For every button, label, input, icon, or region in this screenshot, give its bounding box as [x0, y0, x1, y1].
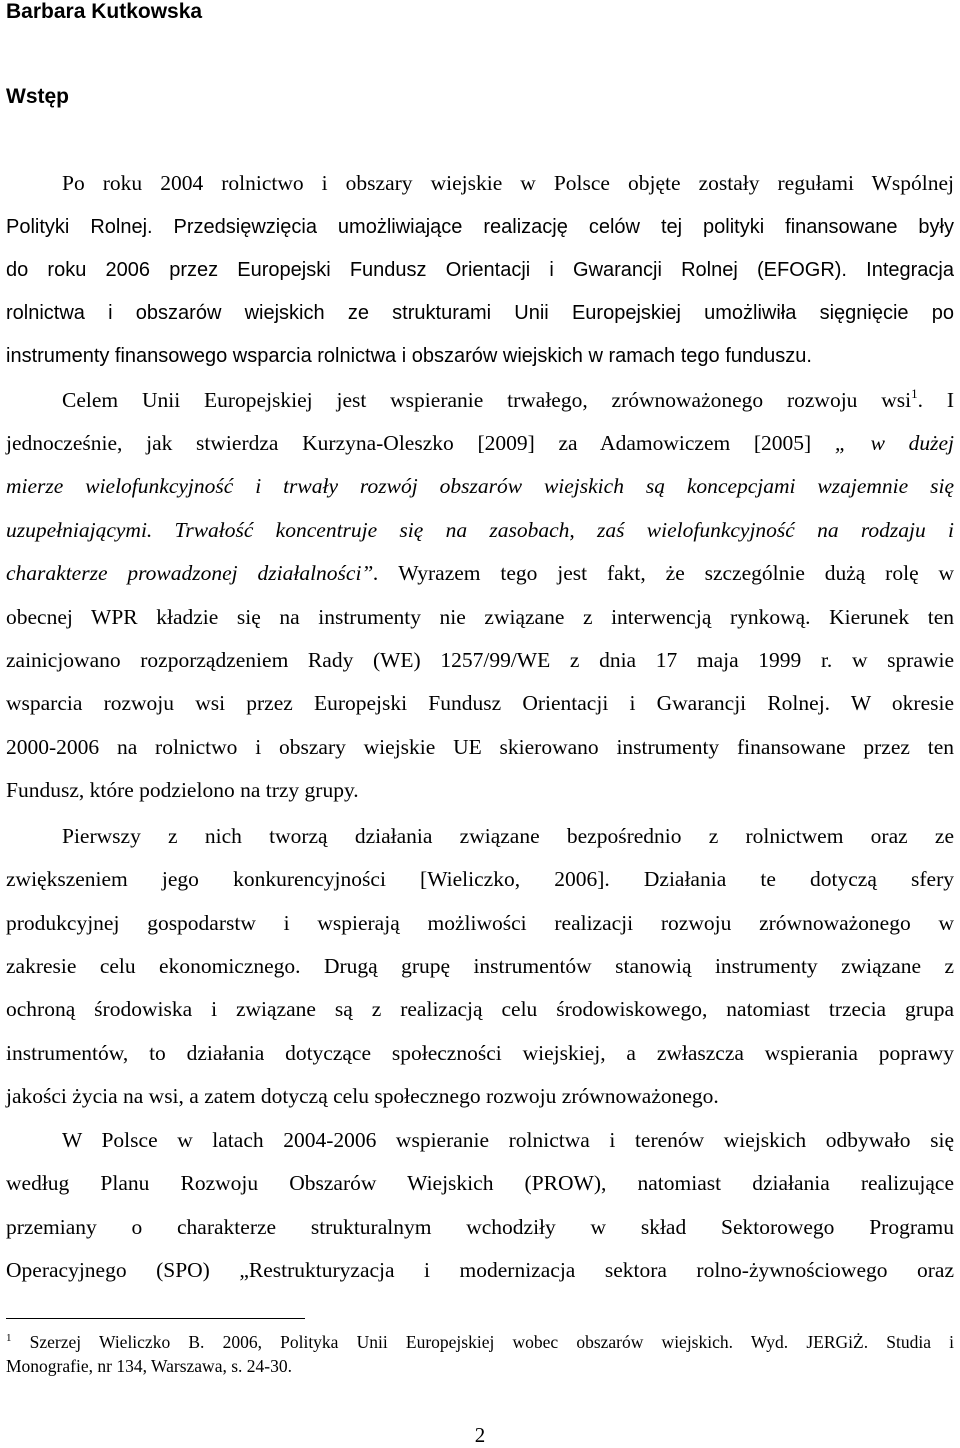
paragraph-1-line-2: Polityki Rolnej. Przedsięwzięcia umożliwiające realizację celów tej polityki finansowane były — [6, 216, 954, 238]
footnote-mark: 1 — [6, 1332, 12, 1344]
paragraph-3-line-3: produkcyjnej gospodarstw i wspierają możliwości realizacji rozwoju zrównoważonego w — [6, 911, 954, 935]
paragraph-2-line-5-text: Wyrazem tego jest fakt, że szczególnie dużą rolę w — [378, 561, 955, 585]
quote-end: charakterze prowadzonej działalności”. — [6, 561, 379, 585]
paragraph-3-line-6: instrumentów, to działania dotyczące społeczności wiejskiej, a zwłaszcza wspierania poprawy — [6, 1041, 954, 1065]
quote-text: mierze wielofunkcyjność i trwały rozwój obszarów wiejskich są koncepcjami wzajemnie się — [6, 474, 954, 498]
paragraph-1-line-5: instrumenty finansowego wsparcia rolnictwa i obszarów wiejskich w ramach tego funduszu. — [6, 345, 812, 367]
paragraph-2-line-1 — [62, 385, 954, 415]
footnote-reference: 1 — [911, 386, 918, 401]
paragraph-1-line-1: Po roku 2004 rolnictwo i obszary wiejskie w Polsce objęte zostały regułami Wspólnej — [62, 171, 954, 195]
paragraph-3-line-5: ochroną środowiska i związane są z realizacją celu środowiskowego, natomiast trzecia grupa — [6, 997, 954, 1021]
paragraph-3-line-7: jakości życia na wsi, a zatem dotyczą celu społecznego rozwoju zrównoważonego. — [6, 1084, 719, 1108]
section-heading: Wstęp — [6, 85, 69, 108]
footnote-line-1 — [6, 1331, 954, 1353]
paragraph-2-line-3 — [6, 471, 954, 501]
paragraph-2-line-10: Fundusz, które podzielono na trzy grupy. — [6, 778, 359, 802]
page-number: 2 — [474, 1423, 486, 1447]
paragraph-3-line-2: zwiększeniem jego konkurencyjności [Wieliczko, 2006]. Działania te dotyczą sfery — [6, 867, 954, 891]
quote-text-2 — [6, 518, 954, 542]
paragraph-4-line-1: W Polsce w latach 2004-2006 wspieranie rolnictwa i terenów wiejskich odbywało się — [62, 1128, 954, 1152]
quote-start: „ w dużej — [834, 431, 954, 455]
paragraph-4-line-2: według Planu Rozwoju Obszarów Wiejskich (PROW), natomiast działania realizujące — [6, 1171, 954, 1195]
author-name: Barbara Kutkowska — [6, 0, 203, 23]
paragraph-2-line-5 — [6, 558, 954, 588]
paragraph-3-line-1: Pierwszy z nich tworzą działania związane bezpośrednio z rolnictwem oraz ze — [62, 824, 954, 848]
quote-text-2a: uzupełniającymi. — [6, 518, 153, 542]
paragraph-2-line-1-end: . I — [917, 388, 954, 412]
paragraph-2-line-2 — [6, 428, 954, 458]
footnote-text: Szerzej Wieliczko B. 2006, Polityka Unii Europejskiej wobec obszarów wiejskich. Wyd. JERGiŻ. Studia i — [11, 1332, 954, 1352]
paragraph-2-line-8: wsparcia rozwoju wsi przez Europejski Fundusz Orientacji i Gwarancji Rolnej. W okresie — [6, 691, 954, 715]
quote-text-2b: Trwałość koncentruje się na zasobach, zaś wielofunkcyjność na rodzaju i — [152, 518, 954, 542]
paragraph-3-line-4: zakresie celu ekonomicznego. Drugą grupę instrumentów stanowią instrumenty związane z — [6, 954, 954, 978]
paragraph-1-line-3: do roku 2006 przez Europejski Fundusz Orientacji i Gwarancji Rolnej (EFOGR). Integracja — [6, 259, 954, 281]
paragraph-2-line-2-text: jednocześnie, jak stwierdza Kurzyna-Oleszko [2009] za Adamowiczem [2005] — [6, 431, 835, 455]
footnote-separator — [6, 1318, 305, 1319]
paragraph-4-line-3: przemiany o charakterze strukturalnym wchodziły w skład Sektorowego Programu — [6, 1215, 954, 1239]
paragraph-2-line-9: 2000-2006 na rolnictwo i obszary wiejskie UE skierowano instrumenty finansowane przez ten — [6, 735, 954, 759]
footnote-line-2: Monografie, nr 134, Warszawa, s. 24-30. — [6, 1356, 292, 1376]
paragraph-2-line-7: zainicjowano rozporządzeniem Rady (WE) 1257/99/WE z dnia 17 maja 1999 r. w sprawie — [6, 648, 954, 672]
paragraph-2-line-6: obecnej WPR kładzie się na instrumenty nie związane z interwencją rynkową. Kierunek ten — [6, 605, 954, 629]
paragraph-1-line-4: rolnictwa i obszarów wiejskich ze strukturami Unii Europejskiej umożliwiła sięgnięcie po — [6, 302, 954, 324]
paragraph-2-line-4 — [6, 515, 954, 545]
paragraph-4-line-4: Operacyjnego (SPO) „Restrukturyzacja i modernizacja sektora rolno-żywnościowego oraz — [6, 1258, 954, 1282]
paragraph-2-line-1-text: Celem Unii Europejskiej jest wspieranie trwałego, zrównoważonego rozwoju wsi — [62, 388, 912, 412]
